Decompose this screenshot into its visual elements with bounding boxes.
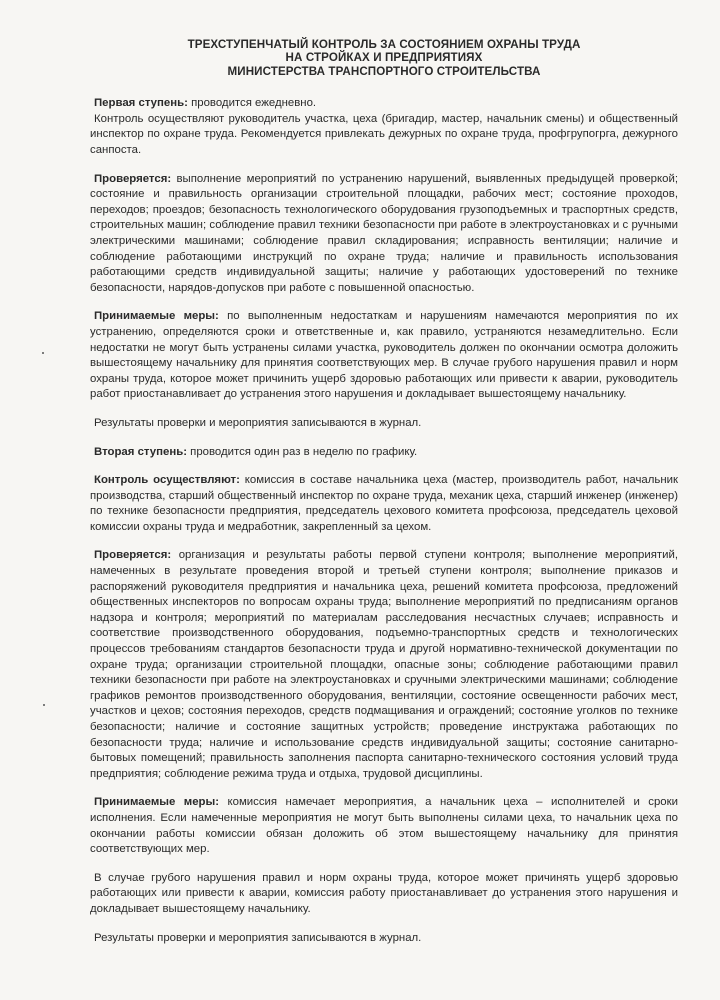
stage1-heading xyxy=(90,96,678,112)
stage2-measures-paragraph xyxy=(90,795,678,857)
stage2-heading-text: проводится один раз в неделю по графику. xyxy=(187,445,418,458)
stage1-measures-label: Принимаемые меры: xyxy=(94,310,219,323)
stage1-heading-text: проводится ежедневно. xyxy=(187,97,317,110)
stage2-violation-paragraph: В случае грубого нарушения правил и норм охраны труда, которое может причинять ущерб здоровью работающих или привести к аварии, комиссия работу приостанавливает до устранения этого нарушения и докладывает вышестоящему начальнику. xyxy=(90,871,678,915)
stage2-control-text: комиссия в составе начальника цеха (мастер, производитель работ, начальник производства, старший общественный инспектор по охране труда, механик цеха, старший инженер (инженер) по технике безопасности предприятия, председатель цехового комитета профсоюза, председатель цеховой комиссии охраны труда и медработник, закрепленный за цехом. xyxy=(90,474,678,533)
title-line-3: МИНИСТЕРСТВА ТРАНСПОРТНОГО СТРОИТЕЛЬСТВА xyxy=(227,64,541,78)
stage2-control-paragraph xyxy=(90,473,678,535)
stage1-control-paragraph: Контроль осуществляют руководитель участка, цеха (бригадир, мастер, начальник смены) и общественный инспектор по охране труда. Рекомендуется привлекать дежурных по охране труда, профгрупогрга, дежурного санпоста. xyxy=(90,112,678,156)
stage1-checked-paragraph xyxy=(90,172,678,297)
title-line-2: НА СТРОЙКАХ И ПРЕДПРИЯТИЯХ xyxy=(285,51,483,65)
stage2-checked-text: организация и результаты работы первой ступени контроля; выполнение мероприятий, намеченных в результате проведения второй и третьей ступени контроля; выполнение приказов и распоряжений руководителя предприятия и начальника цеха, решений комитета профсоюза, предложений общественных инспекторов по вопросам охраны труда; выполнение мероприятий по предписаниям органов надзора и контроля; мероприятий по материалам расследования несчастных случаев; исправность и соответствие производственного оборудования, подъемно-транспортных средств и технологических процессов требованиям стандартов безопасности труда и другой нормативно-технической документации по охране труда; организации строительной площадки, опасные зоны; соблюдение работающими правил техники безопасности при работе на электроустановках и сручными электрическими машинами; соблюдение графиков ремонтов производственного оборудования, вентиляции, состояние освещенности рабочих мест, участков и цехов; состояния переходов, средств подмащивания и ограждений; состояние уголков по технике безопасности; наличие и состояние защитных устройств; проведение инструктажа работающих по безопасности труда; наличие и использование средств индивидуальной защиты; состояние санитарно-бытовых помещений; правильность заполнения паспорта санитарно-технического состояния условий труда предприятия; соблюдение режима труда и отдыха, трудовой дисциплины. xyxy=(90,549,678,780)
stage2-checked-label: Проверяется: xyxy=(94,549,172,562)
stage2-heading xyxy=(90,445,678,461)
document-title xyxy=(90,38,678,78)
title-line-1: ТРЕХСТУПЕНЧАТЫЙ КОНТРОЛЬ ЗА СОСТОЯНИЕМ ОХРАНЫ ТРУДА xyxy=(187,38,581,51)
stage1-measures-text: по выполненным недостаткам и нарушениям намечаются мероприятия по их устранению, определяются сроки и ответственные и, как правило, устраняются незамедлительно. Если недостатки не могут быть устранены силами участка, руководитель должен по окончании осмотра доложить вышестоящему начальнику для принятия соответствующих мер. В случае грубого нарушения правил и норм охраны труда, которое может причинить ущерб здоровью работающих или привести к аварии, руководитель работ приостанавливает до устранения этого нарушения и докладывает вышестоящему начальнику. xyxy=(90,310,679,401)
stage1-heading-label: Первая ступень: xyxy=(94,97,188,110)
stage1-checked-label: Проверяется: xyxy=(94,172,172,185)
stage2-measures-text: комиссия намечает мероприятия, а начальник цеха – исполнителей и сроки исполнения. Если намеченные мероприятия не могут быть выполнены силами цеха, то начальник цеха по окончании работы комиссии обязан доложить об этом вышестоящему начальнику для принятия соответствующих мер. xyxy=(90,796,678,856)
stage2-heading-label: Вторая ступень: xyxy=(94,445,187,458)
stage2-measures-label: Принимаемые меры: xyxy=(94,796,220,809)
stage1-measures-paragraph xyxy=(90,309,678,403)
scan-speck xyxy=(43,704,45,706)
stage2-checked-paragraph xyxy=(90,548,678,782)
stage2-results-paragraph: Результаты проверки и мероприятия записываются в журнал. xyxy=(94,931,422,944)
stage1-checked-text: выполнение мероприятий по устранению нарушений, выявленных предыдущей проверкой; состояние и правильность организации строительной площадки, рабочих мест; состояние проходов, переходов; проездов; безопасность технологического оборудования грузоподъемных и траспортных средств, строительных машин; соблюдение правил техники безопасности при работе в электроустановках и с ручными электрическими машинами; соблюдение правил складирования; исправность вентиляции; наличие и соблюдение работающими инструкций по охране труда; наличие и правильность использования работающими средств индивидуальной защиты; наличие у работающих удостоверений по технике безопасности, нарядов-допусков при работе с повышенной опасностью. xyxy=(90,172,678,294)
stage1-results-paragraph: Результаты проверки и мероприятия записываются в журнал. xyxy=(94,416,422,429)
stage2-control-label: Контроль осуществляют: xyxy=(94,474,240,487)
scan-speck xyxy=(42,352,44,354)
